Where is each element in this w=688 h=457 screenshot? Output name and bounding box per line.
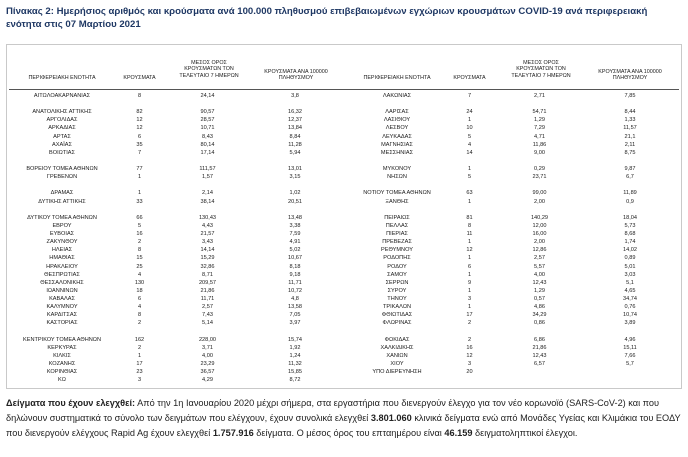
region-name: ΙΩΑΝΝΙΝΩΝ: [46, 287, 78, 294]
avg7-cell: 8,43: [202, 133, 213, 140]
table-row: [7, 92, 681, 100]
note-lead: Δείγματα που έχουν ελεγχθεί:: [6, 398, 136, 408]
cases-cell: 33: [136, 198, 143, 205]
cases-cell: 3: [467, 360, 472, 367]
region-name: ΒΟΙΩΤΙΑΣ: [49, 149, 75, 156]
table-row: [7, 149, 681, 157]
tests-note: [6, 396, 682, 441]
region-name: ΡΟΔΟΥ: [387, 263, 407, 270]
per100k-cell: 11,28: [288, 141, 302, 148]
per100k-cell: 9,87: [624, 166, 636, 173]
avg7-cell: 10,71: [200, 125, 215, 132]
per100k-cell: 14,02: [623, 247, 637, 254]
per100k-cell: 13,48: [288, 214, 302, 221]
per100k-cell: 15,11: [623, 344, 637, 351]
cases-cell: 25: [136, 263, 143, 270]
per100k-cell: 15,74: [288, 336, 302, 343]
per100k-cell: 11,32: [288, 360, 302, 367]
cases-cell: 17: [466, 312, 473, 319]
cases-cell: 1: [467, 166, 472, 173]
cases-cell: 9: [467, 279, 472, 286]
region-name: ΕΥΒΟΙΑΣ: [49, 231, 75, 238]
region-name: ΑΡΤΑΣ: [53, 133, 71, 140]
per100k-cell: 1,24: [289, 352, 301, 359]
note-text-1: Από την 1η Ιανουαρίου 2020 μέχρι σήμερα, στα εργαστήρια που διενεργούν έλεγχο για τον νέο κορωνοϊό (SARS-CoV-2) και που δηλώνουν συστηματικά το σύνολο των δειγμάτων που ελέγχουν, έχουν συνολικά ελεγχθεί: [6, 398, 660, 423]
per100k-cell: 8,18: [289, 263, 301, 270]
region-name: ΞΑΝΘΗΣ: [385, 198, 409, 205]
table-row: [7, 271, 681, 279]
note-weekly-avg: 46.159: [444, 428, 473, 438]
avg7-cell: 130,43: [198, 214, 217, 221]
table-row: [7, 263, 681, 271]
table-row: [7, 198, 681, 206]
per100k-cell: 0,9: [626, 198, 634, 205]
region-name: ΣΕΡΡΩΝ: [385, 279, 409, 286]
table-row: [7, 287, 681, 295]
avg7-cell: 0,57: [534, 296, 545, 302]
avg7-cell: 2,14: [202, 190, 213, 197]
region-name: ΠΕΛΛΑΣ: [385, 222, 409, 229]
table-row: [7, 303, 681, 311]
avg7-cell: 28,57: [200, 117, 215, 124]
table-row: [7, 141, 681, 149]
table-row: [7, 344, 681, 352]
header-per100k-right: ΚΡΟΥΣΜΑΤΑ ΑΝΑ 100000 ΠΛΗΘΥΣΜΟΥ: [598, 69, 662, 82]
avg7-cell: 209,57: [198, 279, 217, 286]
region-name: ΛΑΣΙΘΙΟΥ: [383, 117, 411, 124]
table-row: [7, 238, 681, 246]
cases-cell: 18: [136, 287, 143, 294]
region-name: ΡΕΘΥΜΝΟΥ: [381, 247, 413, 254]
avg7-cell: 12,86: [532, 247, 547, 254]
covid-regional-table: [6, 44, 682, 389]
region-name: ΒΟΡΕΙΟΥ ΤΟΜΕΑ ΑΘΗΝΩΝ: [26, 166, 98, 173]
region-name: ΦΘΙΩΤΙΔΑΣ: [381, 312, 413, 319]
per100k-cell: 20,51: [288, 198, 302, 205]
cases-cell: 130: [134, 279, 145, 286]
region-name: ΝΗΣΩΝ: [387, 174, 407, 181]
per100k-cell: 3,8: [291, 93, 299, 99]
region-name: ΚΟΡΙΝΘΙΑΣ: [46, 369, 78, 376]
avg7-cell: 0,86: [534, 320, 545, 327]
per100k-cell: 8,84: [289, 133, 301, 140]
table-row: [7, 165, 681, 173]
region-name: ΚΑΣΤΟΡΙΑΣ: [46, 320, 78, 327]
per100k-cell: 5,7: [626, 360, 634, 367]
cases-cell: 7: [137, 149, 142, 156]
cases-cell: 1: [467, 198, 472, 205]
avg7-cell: 7,29: [534, 125, 545, 132]
avg7-cell: 12,43: [532, 352, 547, 359]
table-row: [7, 327, 681, 335]
region-name: ΤΗΝΟΥ: [387, 296, 407, 302]
avg7-cell: 24,14: [200, 93, 215, 99]
avg7-cell: 54,71: [532, 109, 547, 116]
region-name: ΧΑΝΙΩΝ: [386, 352, 408, 359]
cases-cell: 1: [467, 304, 472, 311]
note-text-4: δειγματοληπτικοί έλεγχοι.: [472, 428, 578, 438]
cases-cell: 11: [466, 231, 473, 238]
cases-cell: 5: [137, 222, 142, 229]
cases-cell: 12: [466, 247, 473, 254]
per100k-cell: 1,33: [624, 117, 636, 124]
region-name: ΑΧΑΪΑΣ: [52, 141, 72, 148]
region-name: ΗΡΑΚΛΕΙΟΥ: [46, 263, 78, 270]
region-name: ΧΑΛΚΙΔΙΚΗΣ: [380, 344, 414, 351]
per100k-cell: 3,89: [624, 320, 636, 327]
header-cases-right: ΚΡΟΥΣΜΑΤΑ: [453, 75, 486, 81]
cases-cell: 24: [466, 109, 473, 116]
table-row: [7, 189, 681, 197]
avg7-cell: 17,14: [200, 149, 215, 156]
cases-cell: 8: [467, 222, 472, 229]
region-name: ΜΥΚΟΝΟΥ: [382, 166, 412, 173]
avg7-cell: 38,14: [200, 198, 215, 205]
per100k-cell: 9,18: [289, 271, 301, 278]
cases-cell: 12: [466, 352, 473, 359]
region-name: ΔΡΑΜΑΣ: [50, 190, 74, 197]
region-name: ΝΟΤΙΟΥ ΤΟΜΕΑ ΑΘΗΝΩΝ: [363, 190, 431, 197]
avg7-cell: 2,57: [534, 255, 545, 262]
cases-cell: 4: [467, 141, 472, 148]
per100k-cell: 10,67: [288, 255, 302, 262]
region-name: ΛΑΡΙΣΑΣ: [385, 109, 409, 116]
region-name: ΦΩΚΙΔΑΣ: [384, 336, 410, 343]
avg7-cell: 3,71: [202, 344, 213, 351]
region-name: ΠΕΙΡΑΙΩΣ: [384, 214, 410, 221]
per100k-cell: 1,74: [624, 239, 636, 246]
region-name: ΗΜΑΘΙΑΣ: [49, 255, 75, 262]
header-divider: [9, 89, 679, 90]
cases-cell: 4: [137, 271, 142, 278]
table-row: [7, 222, 681, 230]
table-row: [7, 100, 681, 108]
avg7-cell: 6,86: [534, 336, 545, 343]
per100k-cell: 5,1: [626, 279, 634, 286]
region-name: ΚΑΛΥΜΝΟΥ: [46, 304, 78, 311]
cases-cell: 1: [137, 174, 142, 181]
note-total-pcr: 3.801.060: [370, 413, 412, 423]
per100k-cell: 16,32: [288, 109, 302, 116]
region-name: ΥΠΟ ΔΙΕΡΕΥΝΗΣΗ: [372, 369, 422, 376]
region-name: ΦΛΩΡΙΝΑΣ: [382, 320, 412, 327]
per100k-cell: 5,02: [289, 247, 301, 254]
region-name: ΛΑΚΩΝΙΑΣ: [382, 93, 412, 99]
avg7-cell: 5,14: [202, 320, 213, 327]
header-avg7-left: ΜΕΣΟΣ ΟΡΟΣ ΚΡΟΥΣΜΑΤΩΝ ΤΟΝ ΤΕΛΕΥΤΑΙΟ 7 ΗΜΕΡΩΝ: [179, 60, 239, 79]
per100k-cell: 8,72: [289, 377, 301, 384]
per100k-cell: 0,76: [624, 304, 636, 311]
table-row: [7, 279, 681, 287]
cases-cell: 1: [467, 271, 472, 278]
table-row: [7, 124, 681, 132]
cases-cell: 2: [137, 320, 142, 327]
region-name: ΚΕΝΤΡΙΚΟΥ ΤΟΜΕΑ ΑΘΗΝΩΝ: [22, 336, 101, 343]
region-name: ΑΙΤΩΛΟΑΚΑΡΝΑΝΙΑΣ: [33, 93, 91, 99]
per100k-cell: 3,15: [289, 174, 301, 181]
cases-cell: 6: [467, 263, 472, 270]
region-name: ΚΕΡΚΥΡΑΣ: [47, 344, 77, 351]
region-name: ΜΑΓΝΗΣΙΑΣ: [381, 141, 413, 148]
table-row: [7, 246, 681, 254]
cases-cell: 7: [467, 93, 472, 99]
per100k-cell: 4,65: [624, 287, 636, 294]
region-name: ΘΕΣΠΡΩΤΙΑΣ: [44, 271, 80, 278]
per100k-cell: 18,04: [623, 214, 637, 221]
region-name: ΑΡΚΑΔΙΑΣ: [48, 125, 76, 132]
avg7-cell: 11,86: [532, 141, 547, 148]
region-name: ΘΕΣΣΑΛΟΝΙΚΗΣ: [40, 279, 84, 286]
avg7-cell: 140,29: [530, 214, 549, 221]
avg7-cell: 2,57: [202, 304, 213, 311]
region-name: ΛΕΣΒΟΥ: [385, 125, 409, 132]
cases-cell: 8: [137, 312, 142, 319]
note-text-3: δείγματα. Ο μέσος όρος του επταημέρου είναι: [253, 428, 445, 438]
cases-cell: 1: [467, 117, 472, 124]
per100k-cell: 8,44: [624, 109, 636, 116]
cases-cell: 12: [136, 125, 143, 132]
cases-cell: 23: [136, 369, 143, 376]
per100k-cell: 4,8: [291, 296, 299, 302]
avg7-cell: 2,00: [534, 198, 545, 205]
per100k-cell: 5,01: [624, 263, 636, 270]
cases-cell: 2: [467, 336, 472, 343]
avg7-cell: 15,29: [200, 255, 215, 262]
avg7-cell: 16,00: [532, 231, 547, 238]
cases-cell: 15: [136, 255, 143, 262]
header-cases-left: ΚΡΟΥΣΜΑΤΑ: [123, 75, 156, 81]
avg7-cell: 11,71: [200, 296, 215, 302]
table-row: [7, 352, 681, 360]
cases-cell: 3: [467, 296, 472, 302]
cases-cell: 82: [136, 109, 143, 116]
cases-cell: 1: [467, 239, 472, 246]
per100k-cell: 13,01: [288, 166, 302, 173]
avg7-cell: 111,57: [199, 166, 216, 173]
per100k-cell: 11,71: [288, 279, 302, 286]
cases-cell: 2: [467, 320, 472, 327]
cases-cell: 66: [136, 214, 143, 221]
region-name: ΑΝΑΤΟΛΙΚΗΣ ΑΤΤΙΚΗΣ: [32, 109, 92, 116]
avg7-cell: 4,00: [534, 271, 545, 278]
avg7-cell: 3,43: [202, 239, 213, 246]
table-row: [7, 116, 681, 124]
cases-cell: 1: [467, 287, 472, 294]
avg7-cell: 12,43: [532, 279, 547, 286]
region-name: ΚΙΛΚΙΣ: [53, 352, 71, 359]
table-row: [7, 206, 681, 214]
cases-cell: 16: [136, 231, 143, 238]
cases-cell: 2: [137, 239, 142, 246]
note-text-2: κλινικά δείγματα ενώ από Μονάδες Υγείας και Κλιμάκια του ΕΟΔΥ που διενεργούν ελέγχους Rapid Ag έχουν ελεγχθεί: [6, 413, 681, 438]
cases-cell: 77: [136, 166, 143, 173]
avg7-cell: 80,14: [200, 141, 215, 148]
cases-cell: 81: [466, 214, 473, 221]
per100k-cell: 13,58: [288, 304, 302, 311]
region-name: ΚΑΒΑΛΑΣ: [49, 296, 75, 302]
avg7-cell: 34,29: [532, 312, 547, 319]
avg7-cell: 4,71: [534, 133, 545, 140]
table-row: [7, 133, 681, 141]
table-header: [7, 59, 681, 91]
avg7-cell: 23,71: [532, 174, 547, 181]
per100k-cell: 10,72: [288, 287, 302, 294]
header-region-right: ΠΕΡΙΦΕΡΕΙΑΚΗ ΕΝΟΤΗΤΑ: [363, 75, 431, 81]
cases-cell: 8: [137, 247, 142, 254]
avg7-cell: 90,57: [200, 109, 215, 116]
per100k-cell: 5,94: [289, 149, 301, 156]
per100k-cell: 6,7: [626, 174, 634, 181]
per100k-cell: 1,92: [289, 344, 301, 351]
region-name: ΚΑΡΔΙΤΣΑΣ: [46, 312, 78, 319]
per100k-cell: 10,74: [623, 312, 637, 319]
avg7-cell: 9,00: [534, 149, 545, 156]
cases-cell: 12: [136, 117, 143, 124]
region-name: ΓΡΕΒΕΝΩΝ: [46, 174, 78, 181]
region-name: ΤΡΙΚΑΛΩΝ: [382, 304, 412, 311]
cases-cell: 8: [137, 93, 142, 99]
per100k-cell: 5,73: [624, 222, 636, 229]
per100k-cell: 4,91: [289, 239, 301, 246]
region-name: ΖΑΚΥΝΘΟΥ: [46, 239, 78, 246]
cases-cell: 10: [466, 125, 473, 132]
per100k-cell: 3,38: [289, 222, 301, 229]
cases-cell: 1: [467, 255, 472, 262]
cases-cell: 20: [466, 369, 473, 376]
avg7-cell: 23,29: [200, 360, 215, 367]
avg7-cell: 7,43: [202, 312, 213, 319]
avg7-cell: 4,29: [202, 377, 213, 384]
cases-cell: 3: [137, 377, 142, 384]
avg7-cell: 21,57: [200, 231, 215, 238]
avg7-cell: 6,57: [534, 360, 545, 367]
table-row: [7, 295, 681, 303]
per100k-cell: 34,74: [623, 296, 637, 302]
cases-cell: 4: [137, 304, 142, 311]
table-row: [7, 173, 681, 181]
per100k-cell: 8,68: [624, 231, 636, 238]
table-row: [7, 360, 681, 368]
cases-cell: 14: [466, 149, 473, 156]
per100k-cell: 8,75: [624, 149, 636, 156]
avg7-cell: 4,86: [534, 304, 545, 311]
region-name: ΕΒΡΟΥ: [52, 222, 72, 229]
table-caption: Πίνακας 2: Ημερήσιος αριθμός και κρούσματα ανά 100.000 πληθυσμού επιβεβαιωμένων εγχώριων κρουσμάτων COVID-19 ανά περιφερειακή ενότητα στις 07 Μαρτίου 2021: [6, 6, 648, 30]
avg7-cell: 36,57: [200, 369, 215, 376]
cases-cell: 1: [137, 352, 142, 359]
per100k-cell: 7,66: [624, 352, 636, 359]
per100k-cell: 3,97: [289, 320, 301, 327]
per100k-cell: 3,03: [624, 271, 636, 278]
region-name: ΔΥΤΙΚΗΣ ΑΤΤΙΚΗΣ: [38, 198, 86, 205]
avg7-cell: 12,00: [532, 222, 547, 229]
region-name: ΗΛΕΙΑΣ: [51, 247, 73, 254]
avg7-cell: 8,71: [202, 271, 213, 278]
cases-cell: 6: [137, 296, 142, 302]
region-name: ΔΥΤΙΚΟΥ ΤΟΜΕΑ ΑΘΗΝΩΝ: [27, 214, 97, 221]
cases-cell: 5: [467, 174, 472, 181]
cases-cell: 16: [466, 344, 473, 351]
avg7-cell: 32,86: [200, 263, 215, 270]
region-name: ΠΡΕΒΕΖΑΣ: [382, 239, 412, 246]
avg7-cell: 2,71: [534, 93, 545, 99]
per100k-cell: 7,59: [289, 231, 301, 238]
avg7-cell: 1,29: [534, 287, 545, 294]
avg7-cell: 5,57: [534, 263, 545, 270]
avg7-cell: 228,00: [198, 336, 217, 343]
region-name: ΛΕΥΚΑΔΑΣ: [382, 133, 412, 140]
avg7-cell: 21,86: [532, 344, 547, 351]
region-name: ΜΕΣΣΗΝΙΑΣ: [380, 149, 414, 156]
per100k-cell: 12,37: [288, 117, 302, 124]
header-region-left: ΠΕΡΙΦΕΡΕΙΑΚΗ ΕΝΟΤΗΤΑ: [28, 75, 96, 81]
per100k-cell: 4,96: [624, 336, 636, 343]
table-row: [7, 214, 681, 222]
table-row: [7, 319, 681, 327]
cases-cell: 5: [467, 133, 472, 140]
region-name: ΧΙΟΥ: [390, 360, 404, 367]
per100k-cell: 21,1: [624, 133, 636, 140]
per100k-cell: 7,05: [289, 312, 301, 319]
table-row: [7, 108, 681, 116]
region-name: ΑΡΓΟΛΙΔΑΣ: [46, 117, 78, 124]
table-row: [7, 157, 681, 165]
note-total-rapid: 1.757.916: [212, 428, 254, 438]
table-row: [7, 336, 681, 344]
avg7-cell: 1,57: [202, 174, 213, 181]
header-avg7-right: ΜΕΣΟΣ ΟΡΟΣ ΚΡΟΥΣΜΑΤΩΝ ΤΟΝ ΤΕΛΕΥΤΑΙΟ 7 ΗΜΕΡΩΝ: [511, 60, 571, 79]
per100k-cell: 0,89: [624, 255, 636, 262]
avg7-cell: 99,00: [532, 190, 547, 197]
table-row: [7, 311, 681, 319]
cases-cell: 17: [136, 360, 143, 367]
cases-cell: 2: [137, 344, 142, 351]
avg7-cell: 4,43: [202, 222, 213, 229]
region-name: ΣΥΡΟΥ: [387, 287, 407, 294]
cases-cell: 35: [136, 141, 143, 148]
table-row: [7, 254, 681, 262]
cases-cell: 1: [137, 190, 142, 197]
per100k-cell: 7,85: [624, 93, 636, 99]
per100k-cell: 11,57: [623, 125, 637, 132]
table-row: [7, 181, 681, 189]
region-name: ΚΟΖΑΝΗΣ: [48, 360, 76, 367]
header-per100k-left: ΚΡΟΥΣΜΑΤΑ ΑΝΑ 100000 ΠΛΗΘΥΣΜΟΥ: [264, 69, 328, 82]
per100k-cell: 13,84: [288, 125, 302, 132]
per100k-cell: 2,11: [624, 141, 636, 148]
per100k-cell: 1,02: [289, 190, 301, 197]
avg7-cell: 1,29: [534, 117, 545, 124]
table-row: [7, 230, 681, 238]
per100k-cell: 11,89: [623, 190, 637, 197]
avg7-cell: 0,29: [534, 166, 545, 173]
avg7-cell: 2,00: [534, 239, 545, 246]
avg7-cell: 21,86: [200, 287, 215, 294]
avg7-cell: 4,00: [202, 352, 213, 359]
cases-cell: 63: [466, 190, 473, 197]
table-row: [7, 368, 681, 376]
region-name: ΠΙΕΡΙΑΣ: [386, 231, 408, 238]
per100k-cell: 15,85: [288, 369, 302, 376]
table-row: [7, 376, 681, 384]
region-name: ΚΩ: [58, 377, 66, 384]
region-name: ΣΑΜΟΥ: [387, 271, 407, 278]
cases-cell: 162: [134, 336, 145, 343]
avg7-cell: 14,14: [200, 247, 215, 254]
cases-cell: 6: [137, 133, 142, 140]
region-name: ΡΟΔΟΠΗΣ: [383, 255, 411, 262]
